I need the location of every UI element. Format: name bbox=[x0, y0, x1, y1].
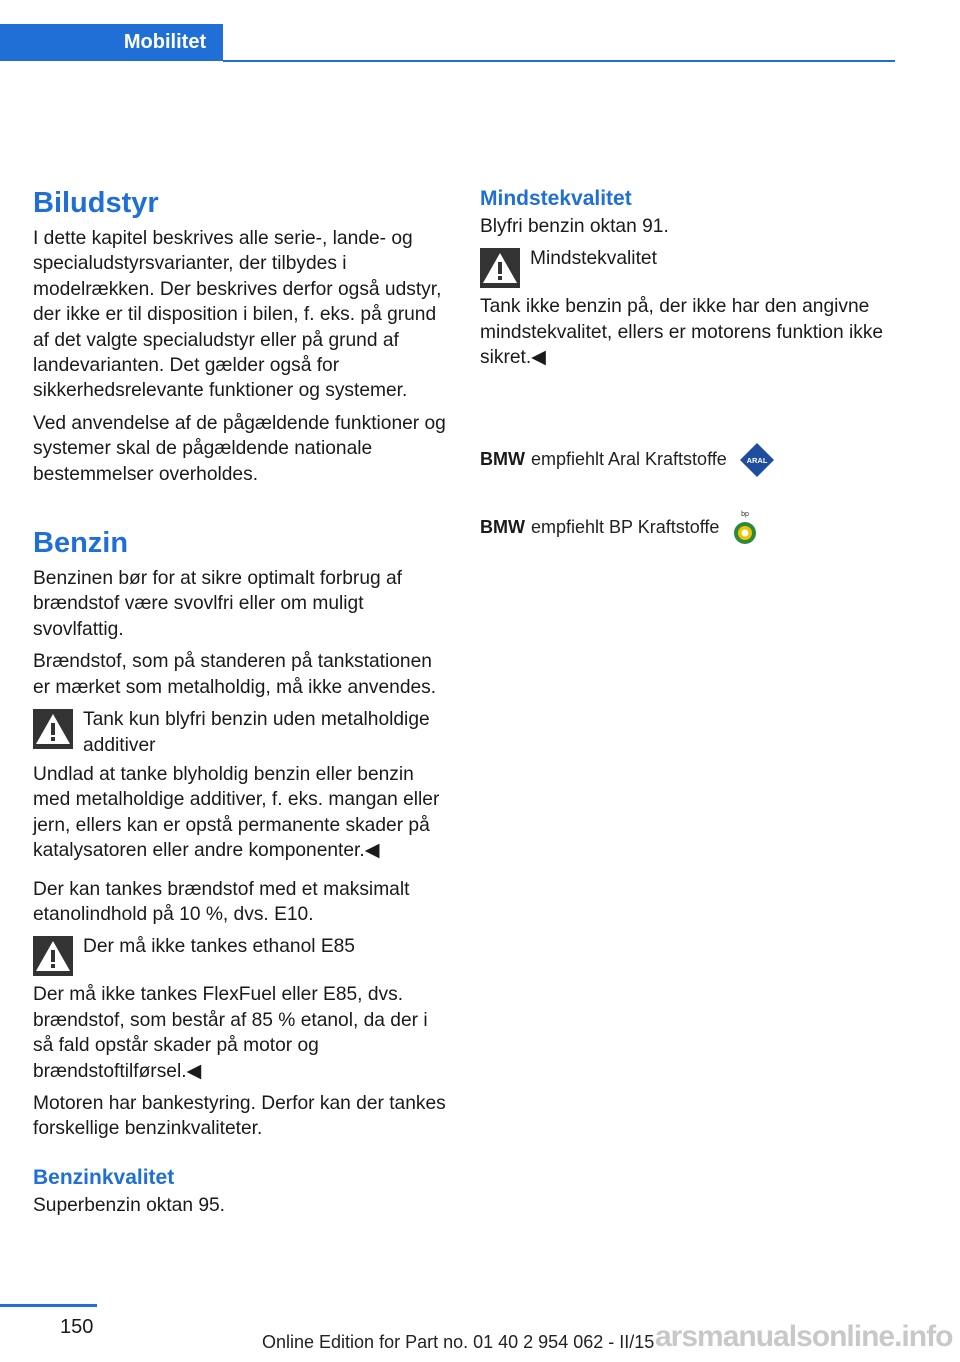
bmw-brand: BMW bbox=[480, 516, 525, 537]
heading-benzinkvalitet: Benzinkvalitet bbox=[33, 1165, 175, 1189]
paragraph: Superbenzin oktan 95. bbox=[33, 1194, 226, 1216]
aral-logo-icon bbox=[739, 442, 775, 478]
heading-biludstyr: Biludstyr bbox=[33, 187, 159, 219]
paragraph: Benzinen bør for at sikre optimalt forbrug af brændstof være svovlfri eller om muligt svovlfattig. bbox=[33, 568, 402, 640]
aral-badge-text: ARAL bbox=[746, 455, 768, 465]
logo-text: empfiehlt Aral Kraftstoffe bbox=[530, 448, 727, 469]
paragraph: Brændstof, som på standeren på tankstationen er mærket som metalholdig, må ikke anvendes. bbox=[33, 651, 437, 698]
bp-helios-icon bbox=[729, 508, 761, 548]
warning-body: Tank ikke benzin på, der ikke har den angivne mindstekvalitet, ellers er motorens funktion ikke sikret.◀ bbox=[480, 296, 884, 369]
bp-badge-text: bp bbox=[741, 510, 750, 518]
left-column bbox=[33, 184, 451, 1225]
warning-title: Der må ikke tankes ethanol E85 bbox=[83, 936, 355, 958]
paragraph: Motoren har bankestyring. Derfor kan der tankes forskellige benzinkvaliteter. bbox=[33, 1092, 446, 1140]
warning-icon bbox=[33, 709, 73, 749]
bp-logo-line bbox=[480, 508, 898, 548]
paragraph: Blyfri benzin oktan 91. bbox=[480, 216, 669, 237]
warning-block bbox=[33, 934, 451, 1084]
paragraph: Der kan tankes brændstof med et maksimalt etanolindhold på 10 %, dvs. E10. bbox=[33, 878, 410, 925]
heading-benzin: Benzin bbox=[33, 527, 129, 560]
warning-block bbox=[33, 707, 451, 863]
watermark: arsmanualsonline.info bbox=[655, 1320, 953, 1353]
warning-icon bbox=[33, 936, 73, 976]
warning-block bbox=[480, 246, 898, 370]
right-column bbox=[480, 184, 898, 548]
warning-body: Der må ikke tankes FlexFuel eller E85, dvs. brændstof, som består af 85 % etanol, da der i så fald opstår skader på motor og brændstoftilførsel.◀ bbox=[33, 984, 428, 1082]
paragraph: I dette kapitel beskrives alle serie-, lande- og specialudstyrsvarianter, der tilbydes i modelrækken. Der beskrives derfor også udstyr, der ikke er til disposition i bilen, f. eks. på grund af det valgte specialudstyr eller på grund af landevarianten. Det gælder også for sikkerhedsrelevante funktioner og systemer. bbox=[33, 228, 442, 402]
paragraph: Ved anvendelse af de pågældende funktioner og systemer skal de pågældende nationale bestemmelser overholdes. bbox=[33, 412, 446, 485]
warning-icon bbox=[480, 248, 520, 288]
warning-title: Mindstekvalitet bbox=[530, 248, 657, 270]
aral-logo-line bbox=[480, 440, 898, 480]
warning-title: Tank kun blyfri benzin uden metalholdige additiver bbox=[83, 709, 430, 756]
logo-text: empfiehlt BP Kraftstoffe bbox=[530, 516, 720, 537]
section-label: Mobilitet bbox=[123, 31, 207, 53]
warning-body: Undlad at tanke blyholdig benzin eller benzin med metalholdige additiver, f. eks. mangan eller jern, ellers kan er opstå permanente skader på katalysatoren eller andre komponenter.◀ bbox=[33, 763, 440, 862]
edition-note: Online Edition for Part no. 01 40 2 954 062 - II/15 bbox=[262, 1332, 655, 1352]
footer-rule bbox=[0, 1304, 97, 1307]
bmw-brand: BMW bbox=[480, 448, 525, 469]
heading-mindstekvalitet: Mindstekvalitet bbox=[480, 187, 632, 210]
header-rule bbox=[223, 60, 895, 62]
page-number: 150 bbox=[60, 1316, 94, 1338]
